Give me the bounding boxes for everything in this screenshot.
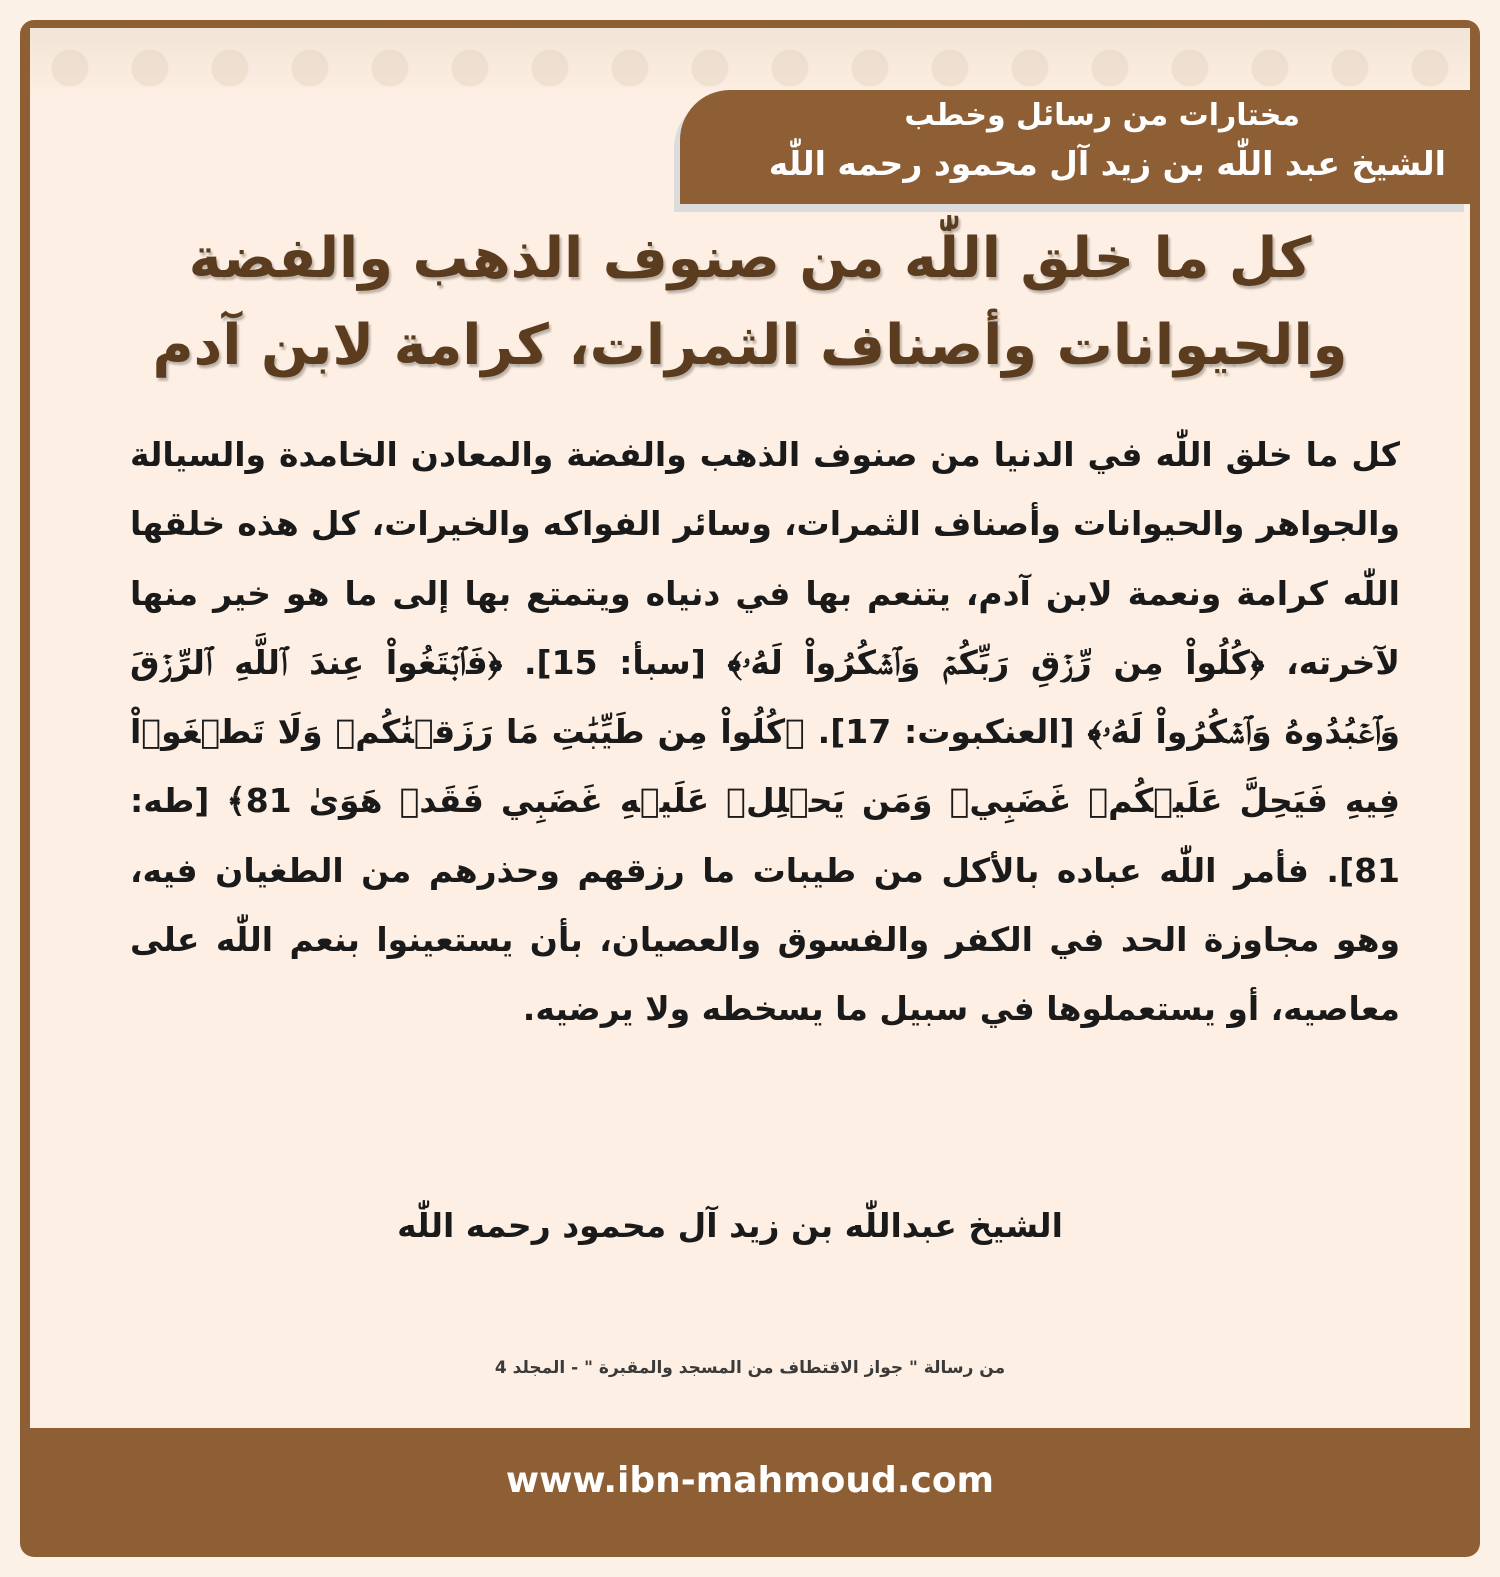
series-header-band [680,90,1470,204]
article-title-line-2: والحيوانات وأصناف الثمرات، كرامة لابن آدم [152,313,1348,378]
source-citation: من رسالة " جواز الاقتطاف من المسجد والمقبرة " - المجلد 4 [494,1358,1006,1378]
content-panel [30,28,1470,1428]
article-card [20,20,1480,1557]
decorative-pattern [30,28,1470,98]
article-title-line-1: كل ما خلق اللّٰه من صنوف الذهب والفضة [188,226,1312,291]
series-header-line-2: الشيخ عبد اللّٰه بن زيد آل محمود رحمه اللّٰه [768,144,1446,183]
website-url[interactable]: www.ibn-mahmoud.com [505,1460,995,1501]
article-body: كل ما خلق اللّٰه في الدنيا من صنوف الذهب والفضة والمعادن الخامدة والسيالة والجواهر والحيوانات وأصناف الثمرات، وسائر الفواكه والخيرات، كل هذه خلقها اللّٰه كرامة ونعمة لابن آدم، يتنعم بها في دنياه ويتمتع بها إلى ما هو خير منها لآخرته، ﴿كُلُواْ مِن رِّزۡقِ رَبِّكُمۡ وَٱشۡكُرُواْ لَهُۥ﴾ [سبأ: 15]. ﴿فَٱبۡتَغُواْ عِندَ ٱللَّهِ ٱلرِّزۡقَ وَٱعۡبُدُوهُ وَٱشۡكُرُواْ لَهُۥ﴾ [العنكبوت: 17]. ﴿كُلُواْ مِن طَيِّبَٰتِ مَا رَزَقۡنَٰكُمۡ وَلَا تَطۡغَوۡاْ فِيهِ فَيَحِلَّ عَلَيۡكُمۡ غَضَبِيۖ وَمَن يَحۡلِلۡ عَلَيۡهِ غَضَبِي فَقَدۡ هَوَىٰ 81﴾ [طه: 81]. فأمر اللّٰه عباده بالأكل من طيبات ما رزقهم وحذرهم من الطغيان فيه، وهو مجاوزة الحد في الكفر والفسوق والعصيان، بأن يستعينوا بنعم اللّٰه على معاصيه، أو يستعملوها في سبيل ما يسخطه ولا يرضيه. [130,435,1401,1029]
author-signature: الشيخ عبداللّٰه بن زيد آل محمود رحمه اللّٰه [397,1206,1063,1245]
series-header-line-1: مختارات من رسائل وخطب [904,98,1300,133]
